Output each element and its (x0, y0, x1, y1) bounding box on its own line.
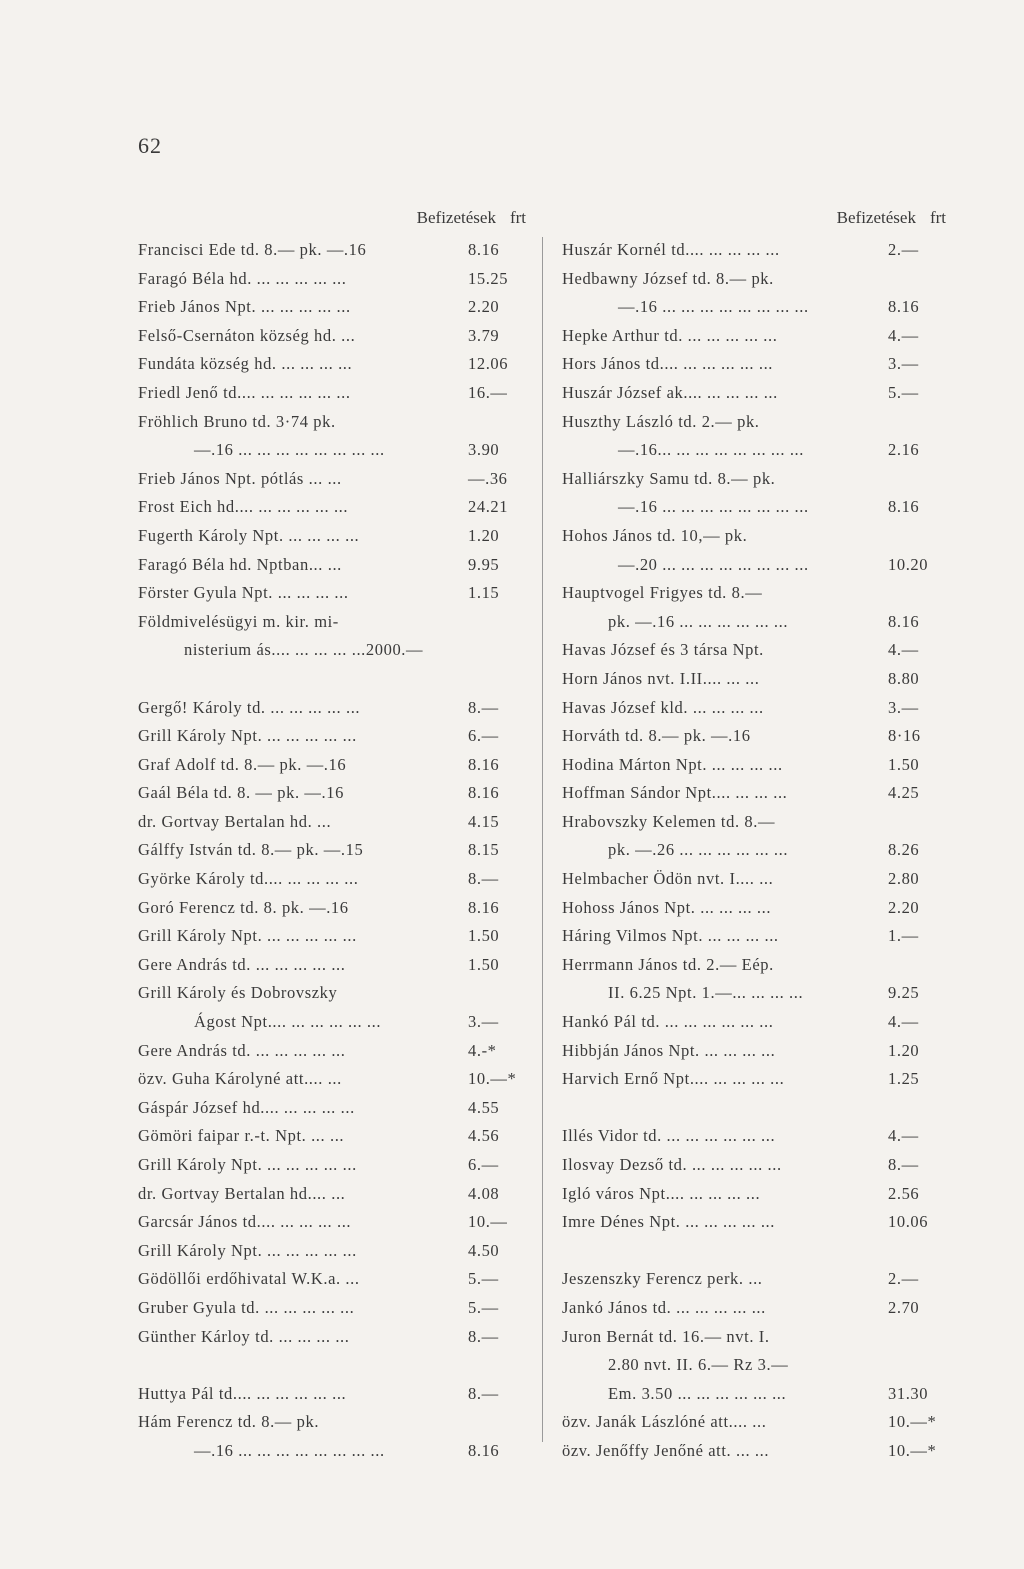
entry-amount: 5.— (888, 382, 919, 402)
entry-name: Háring Vilmos Npt. ... ... ... ... (562, 926, 779, 946)
entry-amount: —.36 (468, 468, 508, 488)
entry-amount: 31.30 (888, 1383, 929, 1403)
entry-name: Garcsár János td.... ... ... ... ... (138, 1212, 352, 1232)
entry-name: Gruber Gyula td. ... ... ... ... ... (138, 1297, 355, 1317)
entry-row (138, 722, 532, 751)
entry-row (138, 465, 532, 494)
entry-row (138, 350, 532, 379)
entry-row (138, 1094, 532, 1123)
entry-name: Grill Károly Npt. ... ... ... ... ... (138, 1240, 357, 1260)
entry-row (562, 1037, 952, 1066)
entry-row (138, 836, 532, 865)
entry-name: —.16 ... ... ... ... ... ... ... ... (194, 440, 385, 460)
entry-row (562, 894, 952, 923)
entry-name: Gálffy István td. 8.— pk. —.15 (138, 840, 364, 860)
entry-row (138, 1208, 532, 1237)
entry-row (138, 265, 532, 294)
entry-row (562, 293, 952, 322)
entry-row (138, 694, 532, 723)
entry-amount: 8.16 (468, 897, 500, 917)
entry-row (138, 1323, 532, 1352)
entry-row (562, 1008, 952, 1037)
entry-row (138, 808, 532, 837)
entry-amount: 4.25 (888, 783, 920, 803)
header-unit: frt (509, 208, 526, 227)
entry-amount: 24.21 (468, 497, 509, 517)
entry-name: Jeszenszky Ferencz perk. ... (562, 1269, 763, 1289)
entry-amount: 8.16 (888, 297, 920, 317)
entry-name: Horn János nvt. I.II.... ... ... (562, 668, 760, 688)
entry-row (138, 951, 532, 980)
entry-row (562, 408, 952, 437)
entry-row (138, 894, 532, 923)
entry-amount: 1.15 (468, 583, 500, 603)
entry-amount: 4.50 (468, 1240, 500, 1260)
entry-row (138, 1408, 532, 1437)
entry-name: Huszár József ak.... ... ... ... ... (562, 382, 778, 402)
entry-row (562, 236, 952, 265)
entry-name: Hibbján János Npt. ... ... ... ... (562, 1040, 776, 1060)
entry-row (138, 636, 532, 665)
entry-name: Förster Gyula Npt. ... ... ... ... (138, 583, 349, 603)
entry-amount: 5.— (468, 1269, 499, 1289)
entry-name: —.16 ... ... ... ... ... ... ... ... (618, 297, 809, 317)
entry-name: —.16... ... ... ... ... ... ... ... (618, 440, 804, 460)
entry-name: özv. Guha Károlyné att.... ... (138, 1069, 342, 1089)
entry-amount: 3.90 (468, 440, 500, 460)
entry-row (138, 493, 532, 522)
entry-amount: 10.—* (888, 1412, 937, 1432)
entry-name: Gödöllői erdőhivatal W.K.a. ... (138, 1269, 360, 1289)
entry-amount: 1.25 (888, 1069, 920, 1089)
entry-row (562, 322, 952, 351)
entry-amount: 9.25 (888, 983, 920, 1003)
entry-row (138, 1180, 532, 1209)
entry-amount: 4.56 (468, 1126, 500, 1146)
entry-name: Faragó Béla hd. Nptban... ... (138, 554, 342, 574)
entry-amount: 8.— (468, 1383, 499, 1403)
entry-row (562, 1151, 952, 1180)
left-entries (138, 236, 532, 1466)
entry-row (562, 1208, 952, 1237)
header-label: Befizetések (416, 208, 496, 227)
entry-row (562, 350, 952, 379)
entry-amount: 4.— (888, 640, 919, 660)
entry-name: Grill Károly Npt. ... ... ... ... ... (138, 1155, 357, 1174)
entry-amount: 6.— (468, 1155, 499, 1174)
entry-name: Hodina Márton Npt. ... ... ... ... (562, 754, 783, 774)
right-entries (562, 236, 952, 1466)
entry-name: Günther Kárloy td. ... ... ... ... (138, 1326, 350, 1346)
left-column (138, 203, 532, 1466)
entry-name: Hauptvogel Frigyes td. 8.— (562, 583, 763, 603)
entry-amount: 1.50 (468, 954, 500, 974)
entry-amount: 8.— (468, 697, 499, 717)
section-gap (138, 1351, 532, 1380)
entry-name: nisterium ás.... ... ... ... ...2000.— (184, 640, 424, 660)
entry-amount: 10.— (468, 1212, 508, 1232)
entry-row (562, 1065, 952, 1094)
entry-name: Hepke Arthur td. ... ... ... ... ... (562, 325, 778, 345)
entry-amount: 3.— (888, 354, 919, 374)
entry-amount: 8.16 (888, 611, 920, 631)
entry-row (138, 1008, 532, 1037)
entry-amount: 8.15 (468, 840, 500, 860)
entry-name: Huszthy László td. 2.— pk. (562, 411, 760, 431)
entry-name: Hohos János td. 10,— pk. (562, 525, 748, 545)
entry-amount: 8.26 (888, 840, 920, 860)
entry-amount: 10.06 (888, 1212, 929, 1232)
entry-name: Hedbawny József td. 8.— pk. (562, 268, 774, 288)
entry-row (562, 1122, 952, 1151)
entry-amount: 8.16 (468, 240, 500, 259)
entry-amount: 8.16 (468, 783, 500, 803)
entry-row (562, 1294, 952, 1323)
entry-name: Huttya Pál td.... ... ... ... ... ... (138, 1383, 347, 1403)
entry-name: pk. —.26 ... ... ... ... ... ... (608, 840, 789, 860)
right-column-header (562, 203, 952, 233)
entry-row (562, 722, 952, 751)
entry-amount: 9.95 (468, 554, 500, 574)
entry-name: Havas József és 3 társa Npt. (562, 640, 764, 660)
page-number: 62 (138, 133, 162, 158)
entry-name: Em. 3.50 ... ... ... ... ... ... (608, 1383, 787, 1403)
entry-name: pk. —.16 ... ... ... ... ... ... (608, 611, 789, 631)
entry-row (138, 1294, 532, 1323)
entry-name: Grill Károly Npt. ... ... ... ... ... (138, 926, 357, 946)
entry-row (138, 1037, 532, 1066)
entry-amount: 8.80 (888, 668, 920, 688)
entry-row (562, 1380, 952, 1409)
entry-name: Imre Dénes Npt. ... ... ... ... ... (562, 1212, 776, 1232)
entry-row (138, 551, 532, 580)
entry-name: Frost Eich hd.... ... ... ... ... ... (138, 497, 349, 517)
entry-amount: 2.— (888, 240, 919, 259)
column-divider (542, 237, 543, 1442)
section-gap (562, 1094, 952, 1123)
entry-row (138, 1437, 532, 1466)
entry-amount: 4.— (888, 1012, 919, 1032)
entry-row (562, 265, 952, 294)
entry-row (562, 779, 952, 808)
entry-row (138, 608, 532, 637)
entry-name: Gáspár József hd.... ... ... ... ... (138, 1097, 355, 1117)
entry-amount: 1.— (888, 926, 919, 946)
entry-name: Francisci Ede td. 8.— pk. —.16 (138, 240, 367, 259)
entry-row (562, 951, 952, 980)
entry-row (138, 579, 532, 608)
entry-name: Havas József kld. ... ... ... ... (562, 697, 764, 717)
entry-amount: 4.— (888, 325, 919, 345)
entry-name: Hankó Pál td. ... ... ... ... ... ... (562, 1012, 774, 1032)
entry-name: dr. Gortvay Bertalan hd. ... (138, 811, 332, 831)
header-unit: frt (929, 208, 946, 227)
entry-name: Hám Ferencz td. 8.— pk. (138, 1412, 320, 1432)
entry-row (562, 751, 952, 780)
entry-name: Huszár Kornél td.... ... ... ... ... (562, 240, 780, 259)
entry-name: Harvich Ernő Npt.... ... ... ... ... (562, 1069, 785, 1089)
entry-row (562, 808, 952, 837)
entry-name: Illés Vidor td. ... ... ... ... ... ... (562, 1126, 776, 1146)
entry-name: Goró Ferencz td. 8. pk. —.16 (138, 897, 349, 917)
entry-name: Hoffman Sándor Npt.... ... ... ... (562, 783, 788, 803)
entry-amount: 2.70 (888, 1297, 920, 1317)
entry-name: Graf Adolf td. 8.— pk. —.16 (138, 754, 347, 774)
entry-amount: 15.25 (468, 268, 509, 288)
entry-amount: 4.15 (468, 811, 500, 831)
entry-name: Herrmann János td. 2.— Eép. (562, 954, 774, 974)
entry-amount: 16.— (468, 382, 508, 402)
entry-row (562, 665, 952, 694)
entry-row (138, 1065, 532, 1094)
entry-name: Horváth td. 8.— pk. —.16 (562, 726, 751, 746)
entry-row (138, 522, 532, 551)
right-column (562, 203, 952, 1466)
entry-row (562, 522, 952, 551)
entry-amount: 4.— (888, 1126, 919, 1146)
entry-row (562, 979, 952, 1008)
entry-name: Fröhlich Bruno td. 3·74 pk. (138, 411, 336, 431)
entry-amount: 10.—* (468, 1069, 517, 1089)
entry-amount: 1.50 (888, 754, 920, 774)
entry-name: Földmivelésügyi m. kir. mi- (138, 611, 339, 631)
entry-amount: 4.-* (468, 1040, 497, 1060)
entry-row (562, 1265, 952, 1294)
entry-amount: 1.20 (888, 1040, 920, 1060)
entry-name: —.20 ... ... ... ... ... ... ... ... (618, 554, 809, 574)
entry-row (562, 551, 952, 580)
entry-row (138, 779, 532, 808)
entry-amount: 12.06 (468, 354, 509, 374)
entry-amount: 2.— (888, 1269, 919, 1289)
entry-name: 2.80 nvt. II. 6.— Rz 3.— (608, 1355, 789, 1375)
entry-row (562, 579, 952, 608)
entry-name: Ágost Npt.... ... ... ... ... ... (194, 1012, 382, 1032)
entry-name: Fundáta község hd. ... ... ... ... (138, 354, 353, 374)
entry-name: Friedl Jenő td.... ... ... ... ... ... (138, 382, 351, 402)
entry-name: Frieb János Npt. ... ... ... ... ... (138, 297, 351, 317)
entry-row (138, 1237, 532, 1266)
entry-row (562, 493, 952, 522)
entry-row (138, 236, 532, 265)
entry-name: Frieb János Npt. pótlás ... ... (138, 468, 342, 488)
entry-name: Gere András td. ... ... ... ... ... (138, 954, 346, 974)
entry-row (562, 1180, 952, 1209)
entry-row (138, 1122, 532, 1151)
entry-amount: 3.— (888, 697, 919, 717)
entry-amount: 2.80 (888, 869, 920, 889)
entry-name: Igló város Npt.... ... ... ... ... (562, 1183, 761, 1203)
entry-amount: 10.20 (888, 554, 929, 574)
entry-amount: 8.16 (888, 497, 920, 517)
entry-amount: 8.— (888, 1155, 919, 1174)
entry-name: özv. Jenőffy Jenőné att. ... ... (562, 1440, 770, 1460)
entry-amount: 3.79 (468, 325, 500, 345)
entry-row (562, 1408, 952, 1437)
entry-name: Halliárszky Samu td. 8.— pk. (562, 468, 776, 488)
entry-row (562, 865, 952, 894)
entry-amount: 4.55 (468, 1097, 500, 1117)
entry-row (562, 1351, 952, 1380)
entry-amount: 5.— (468, 1297, 499, 1317)
entry-name: II. 6.25 Npt. 1.—... ... ... ... (608, 983, 804, 1003)
header-label: Befizetések (836, 208, 916, 227)
entry-row (562, 922, 952, 951)
entry-row (138, 436, 532, 465)
entry-row (562, 636, 952, 665)
entry-name: Felső-Csernáton község hd. ... (138, 325, 356, 345)
entry-row (138, 408, 532, 437)
entry-name: Gömöri faipar r.-t. Npt. ... ... (138, 1126, 345, 1146)
entry-row (562, 1323, 952, 1352)
entry-name: Györke Károly td.... ... ... ... ... (138, 869, 359, 889)
entry-amount: 8.— (468, 869, 499, 889)
entry-amount: 8.16 (468, 1440, 500, 1460)
entry-amount: 2.20 (468, 297, 500, 317)
entry-row (138, 293, 532, 322)
section-gap (138, 665, 532, 694)
entry-amount: 2.16 (888, 440, 920, 460)
entry-row (562, 836, 952, 865)
entry-amount: 1.20 (468, 525, 500, 545)
entry-name: Ilosvay Dezső td. ... ... ... ... ... (562, 1155, 782, 1174)
entry-name: —.16 ... ... ... ... ... ... ... ... (618, 497, 809, 517)
entry-name: Fugerth Károly Npt. ... ... ... ... (138, 525, 360, 545)
section-gap (562, 1237, 952, 1266)
entry-amount: 3.— (468, 1012, 499, 1032)
entry-name: Juron Bernát td. 16.— nvt. I. (562, 1326, 770, 1346)
entry-name: Hrabovszky Kelemen td. 8.— (562, 811, 776, 831)
entry-name: Jankó János td. ... ... ... ... ... (562, 1297, 766, 1317)
entry-row (562, 1437, 952, 1466)
entry-row (138, 865, 532, 894)
entry-row (138, 379, 532, 408)
entry-name: dr. Gortvay Bertalan hd.... ... (138, 1183, 346, 1203)
entry-name: Gaál Béla td. 8. — pk. —.16 (138, 783, 344, 803)
entry-row (138, 979, 532, 1008)
entry-row (138, 1380, 532, 1409)
entry-row (138, 922, 532, 951)
entry-row (562, 436, 952, 465)
entry-name: Hors János td.... ... ... ... ... ... (562, 354, 774, 374)
entry-row (562, 608, 952, 637)
entry-amount: 4.08 (468, 1183, 500, 1203)
entry-row (138, 1265, 532, 1294)
entry-row (138, 751, 532, 780)
entry-amount: 10.—* (888, 1440, 937, 1460)
entry-amount: 8.— (468, 1326, 499, 1346)
entry-amount: 8·16 (888, 726, 921, 746)
entry-row (138, 322, 532, 351)
entry-name: Grill Károly és Dobrovszky (138, 983, 338, 1003)
entry-name: Gergő! Károly td. ... ... ... ... ... (138, 697, 361, 717)
left-column-header (138, 203, 532, 233)
entry-amount: 6.— (468, 726, 499, 746)
entry-name: Hohoss János Npt. ... ... ... ... (562, 897, 772, 917)
entry-amount: 1.50 (468, 926, 500, 946)
entry-row (562, 465, 952, 494)
entry-amount: 2.56 (888, 1183, 920, 1203)
entry-name: Faragó Béla hd. ... ... ... ... ... (138, 268, 347, 288)
entry-row (562, 379, 952, 408)
entry-name: —.16 ... ... ... ... ... ... ... ... (194, 1440, 385, 1460)
entry-amount: 8.16 (468, 754, 500, 774)
entry-name: Helmbacher Ödön nvt. I.... ... (562, 869, 774, 889)
entry-name: Grill Károly Npt. ... ... ... ... ... (138, 726, 357, 746)
entry-name: özv. Janák Lászlóné att.... ... (562, 1412, 767, 1432)
entry-amount: 2.20 (888, 897, 920, 917)
entry-name: Gere András td. ... ... ... ... ... (138, 1040, 346, 1060)
entry-row (562, 694, 952, 723)
entry-row (138, 1151, 532, 1180)
